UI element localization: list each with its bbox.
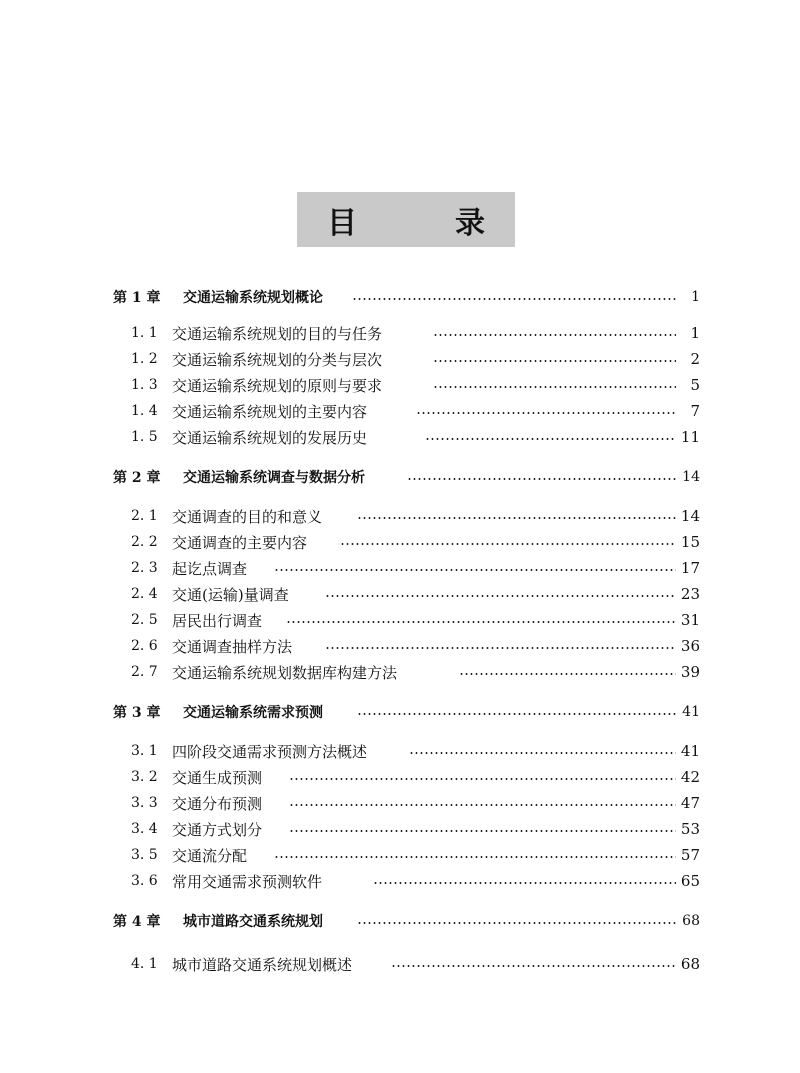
section-title: 交通运输系统规划的主要内容 [172, 402, 368, 421]
toc-section-row [0, 531, 800, 553]
section-number: 2. 3 [131, 560, 158, 576]
page-number: 47 [680, 794, 700, 812]
section-title: 居民出行调查 [172, 611, 263, 630]
toc-title-right: 录 [455, 205, 485, 241]
section-number: 1. 2 [131, 351, 158, 367]
section-title: 交通运输系统规划的目的与任务 [172, 324, 383, 343]
dot-leader [357, 922, 676, 924]
toc-chapter-row [0, 910, 800, 932]
section-number: 2. 2 [131, 534, 158, 550]
toc-section-row [0, 844, 800, 866]
toc-section-row [0, 505, 800, 527]
page-number: 39 [680, 663, 700, 681]
toc-section-row [0, 609, 800, 631]
dot-leader [289, 804, 676, 806]
section-title: 交通生成预测 [172, 768, 263, 787]
section-number: 3. 1 [131, 743, 158, 759]
section-number: 2. 1 [131, 508, 158, 524]
section-title: 交通调查的目的和意义 [172, 507, 323, 526]
page-number: 68 [680, 955, 700, 973]
page-number: 14 [680, 507, 700, 525]
dot-leader [391, 965, 676, 967]
section-number: 1. 5 [131, 429, 158, 445]
toc-section-row [0, 426, 800, 448]
toc-section-row [0, 661, 800, 683]
toc-section-row [0, 322, 800, 344]
page-number: 42 [680, 768, 700, 786]
dot-leader [274, 856, 676, 858]
toc-section-row [0, 870, 800, 892]
dot-leader [357, 713, 676, 715]
section-title: 交通调查抽样方法 [172, 637, 293, 656]
section-number: 1. 1 [131, 325, 158, 341]
section-number: 1. 3 [131, 377, 158, 393]
dot-leader [407, 478, 676, 480]
dot-leader [459, 673, 676, 675]
toc-section-row [0, 583, 800, 605]
toc-section-row [0, 400, 800, 422]
page-number: 41 [682, 704, 700, 720]
dot-leader [357, 517, 676, 519]
chapter-number: 第 1 章 [113, 290, 161, 306]
page-number: 14 [682, 469, 700, 485]
page-number: 2 [690, 350, 700, 368]
section-number: 2. 5 [131, 612, 158, 628]
chapter-number: 第 4 章 [113, 914, 161, 930]
section-number: 3. 4 [131, 821, 158, 837]
section-number: 3. 6 [131, 873, 158, 889]
dot-leader [433, 334, 676, 336]
section-number: 4. 1 [131, 956, 158, 972]
page-number: 41 [680, 742, 700, 760]
page-number: 7 [690, 402, 700, 420]
section-number: 3. 3 [131, 795, 158, 811]
section-title: 城市道路交通系统规划概述 [172, 955, 353, 974]
toc-section-row [0, 635, 800, 657]
page-number: 15 [680, 533, 700, 551]
chapter-number: 第 3 章 [113, 705, 161, 721]
page-number: 17 [680, 559, 700, 577]
chapter-title: 交通运输系统调查与数据分析 [183, 470, 365, 486]
dot-leader [409, 752, 676, 754]
section-title: 起讫点调查 [172, 559, 248, 578]
section-title: 交通运输系统规划的原则与要求 [172, 376, 383, 395]
section-title: 交通分布预测 [172, 794, 263, 813]
toc-section-row [0, 557, 800, 579]
toc-section-row [0, 766, 800, 788]
section-number: 2. 6 [131, 638, 158, 654]
section-number: 2. 7 [131, 664, 158, 680]
toc-section-row [0, 792, 800, 814]
page-number: 65 [680, 872, 700, 890]
page-number: 36 [680, 637, 700, 655]
toc-title [297, 192, 515, 247]
page-number: 1 [691, 289, 700, 305]
section-number: 2. 4 [131, 586, 158, 602]
dot-leader [340, 543, 676, 545]
toc-section-row [0, 953, 800, 975]
section-title: 交通流分配 [172, 846, 248, 865]
page-number: 68 [682, 913, 700, 929]
toc-chapter-row [0, 286, 800, 308]
dot-leader [325, 595, 676, 597]
dot-leader [425, 438, 676, 440]
section-number: 1. 4 [131, 403, 158, 419]
section-title: 交通方式划分 [172, 820, 263, 839]
chapter-title: 交通运输系统需求预测 [183, 705, 323, 721]
dot-leader [373, 882, 676, 884]
page-number: 31 [680, 611, 700, 629]
toc-title-left: 目 [327, 205, 357, 241]
dot-leader [325, 647, 676, 649]
dot-leader [416, 412, 676, 414]
page-number: 5 [690, 376, 700, 394]
page-number: 57 [680, 846, 700, 864]
toc-chapter-row [0, 466, 800, 488]
section-title: 交通(运输)量调查 [172, 585, 289, 604]
section-title: 交通调查的主要内容 [172, 533, 308, 552]
dot-leader [289, 830, 676, 832]
section-number: 3. 2 [131, 769, 158, 785]
page-number: 1 [690, 324, 700, 342]
dot-leader [274, 569, 676, 571]
chapter-title: 城市道路交通系统规划 [183, 914, 323, 930]
section-title: 交通运输系统规划的发展历史 [172, 428, 368, 447]
toc-section-row [0, 740, 800, 762]
dot-leader [286, 621, 676, 623]
dot-leader [433, 360, 676, 362]
dot-leader [289, 778, 676, 780]
dot-leader [352, 298, 676, 300]
page-number: 11 [680, 428, 700, 446]
toc-section-row [0, 818, 800, 840]
toc-section-row [0, 374, 800, 396]
toc-section-row [0, 348, 800, 370]
page-number: 23 [680, 585, 700, 603]
toc-chapter-row [0, 701, 800, 723]
section-number: 3. 5 [131, 847, 158, 863]
chapter-number: 第 2 章 [113, 470, 161, 486]
section-title: 常用交通需求预测软件 [172, 872, 323, 891]
section-title: 交通运输系统规划数据库构建方法 [172, 663, 398, 682]
dot-leader [433, 386, 676, 388]
section-title: 四阶段交通需求预测方法概述 [172, 742, 368, 761]
page-number: 53 [680, 820, 700, 838]
chapter-title: 交通运输系统规划概论 [183, 290, 323, 306]
section-title: 交通运输系统规划的分类与层次 [172, 350, 383, 369]
